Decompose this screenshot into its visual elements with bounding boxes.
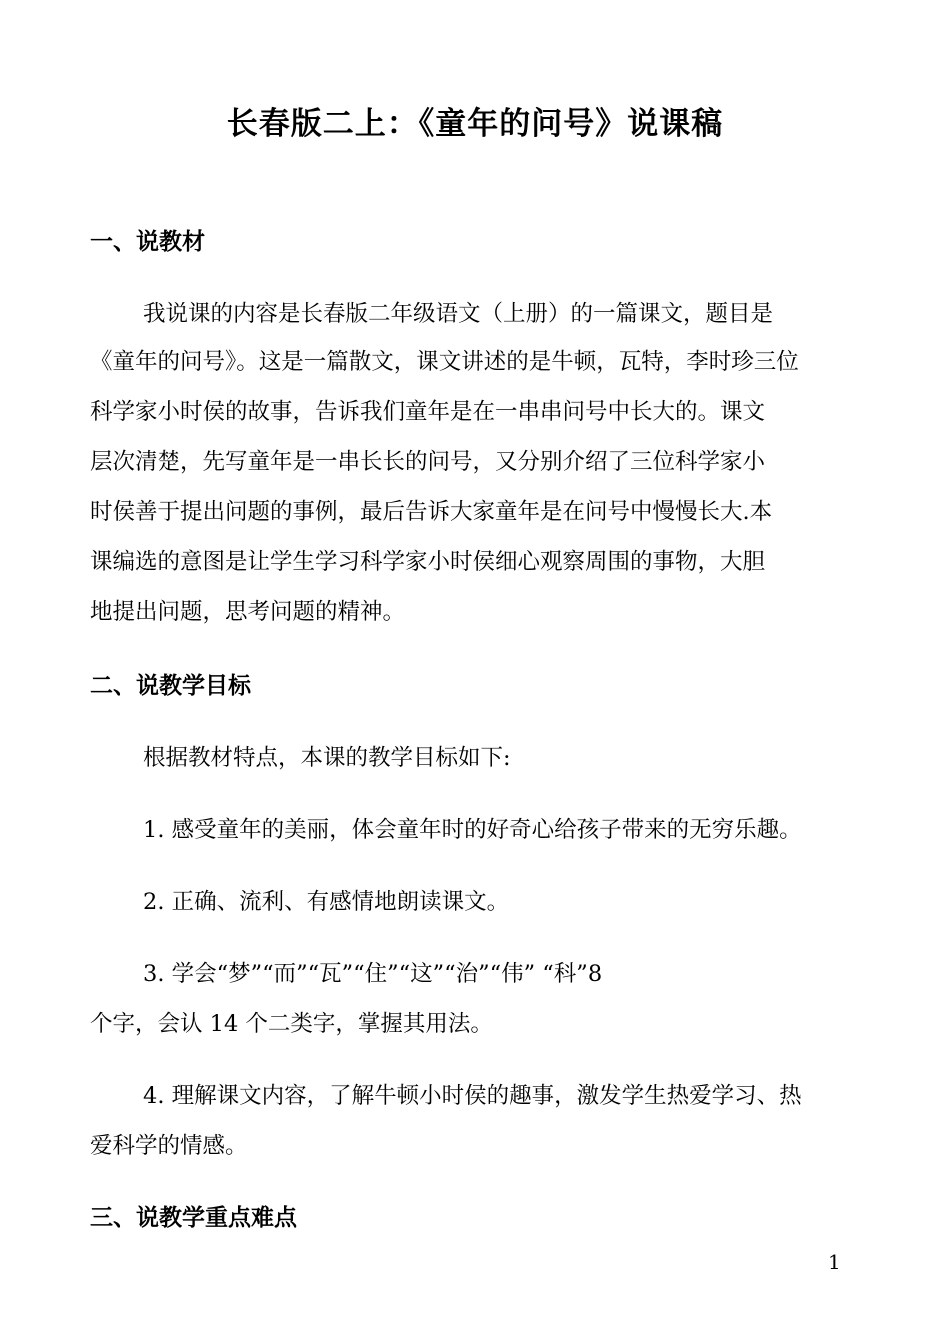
goal-item-2: 2. 正确、流利、有感情地朗读课文。 <box>143 889 510 915</box>
paragraph-line: 地提出问题，思考问题的精神。 <box>90 599 406 625</box>
goal-item-1: 1. 感受童年的美丽，体会童年时的好奇心给孩子带来的无穷乐趣。 <box>143 817 802 843</box>
paragraph-line: 科学家小时侯的故事，告诉我们童年是在一串串问号中长大的。课文 <box>90 399 766 425</box>
paragraph-line: 层次清楚，先写童年是一串长长的问号，又分别介绍了三位科学家小 <box>90 449 766 475</box>
section-heading-teaching-goals: 二、说教学目标 <box>90 673 251 699</box>
document-title: 长春版二上：《童年的问号》说课稿 <box>226 106 724 142</box>
goal-item-3: 3. 学会“梦”“而”“瓦”“住”“这”“治”“伟” “科”8 <box>143 961 603 987</box>
page-number: 1 <box>828 1250 841 1274</box>
goal-item-4: 4. 理解课文内容，了解牛顿小时侯的趣事，激发学生热爱学习、热 <box>143 1083 802 1109</box>
goal-item-3-continued: 个字，会认 14 个二类字，掌握其用法。 <box>90 1011 493 1037</box>
paragraph-line: 我说课的内容是长春版二年级语文（上册）的一篇课文，题目是 <box>143 301 774 327</box>
section-heading-key-points: 三、说教学重点难点 <box>90 1205 297 1231</box>
paragraph-line: 时侯善于提出问题的事例，最后告诉大家童年是在问号中慢慢长大.本 <box>90 499 773 525</box>
section-heading-teaching-material: 一、说教材 <box>90 229 205 255</box>
goal-item-4-continued: 爱科学的情感。 <box>90 1133 248 1159</box>
paragraph-line: 《童年的问号》。这是一篇散文，课文讲述的是牛顿，瓦特，李时珍三位 <box>90 349 799 375</box>
goals-intro: 根据教材特点，本课的教学目标如下: <box>143 745 511 771</box>
paragraph-line: 课编选的意图是让学生学习科学家小时侯细心观察周围的事物，大胆 <box>90 549 766 575</box>
